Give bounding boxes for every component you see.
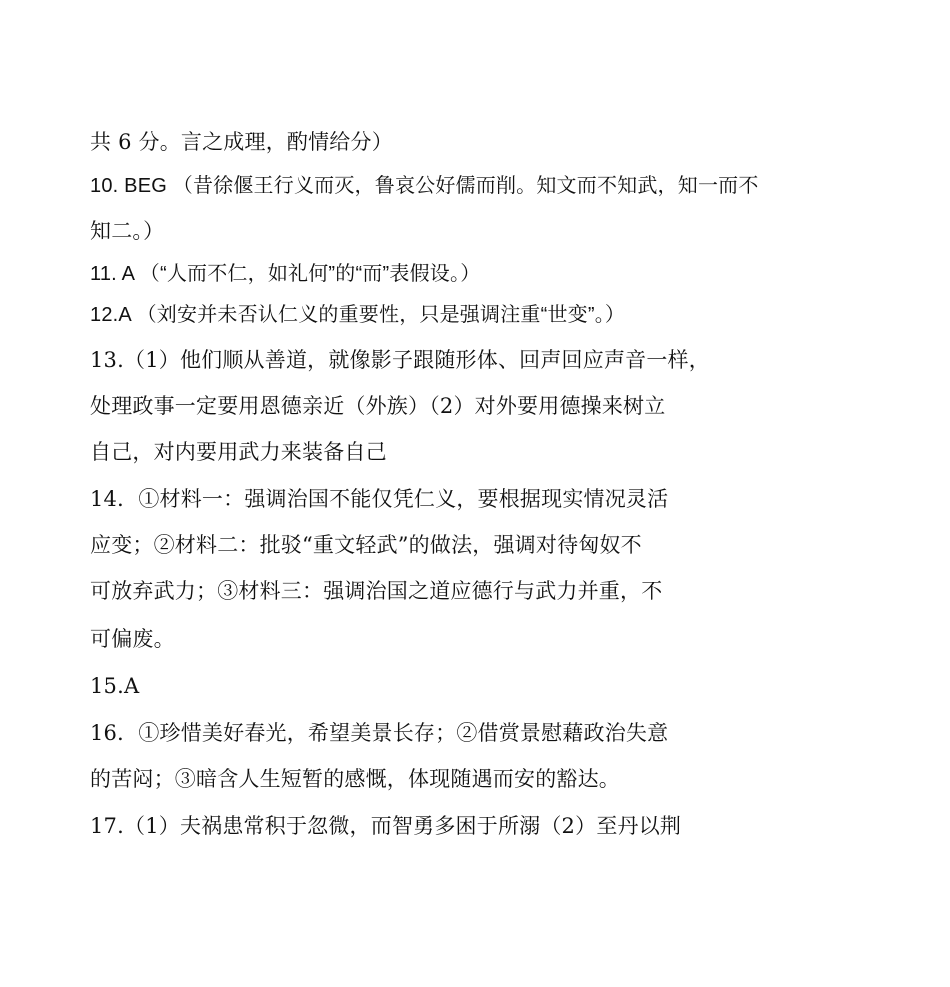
text-line-answer-14: 14．①材料一：强调治国不能仅凭仁义，要根据现实情况灵活 [90,487,669,511]
text-line-answer-10-cont: 知二。） [90,219,165,243]
text-line-answer-14-cont-1: 应变；②材料二：批驳“重文轻武”的做法，强调对待匈奴不 [90,533,642,557]
text-line-answer-13-cont-2: 自己，对内要用武力来装备自己 [90,440,387,464]
text-line-answer-14-cont-3: 可偏废。 [90,627,175,651]
text-line-answer-16-cont: 的苦闷；③暗含人生短暂的感慨，体现随遇而安的豁达。 [90,767,620,791]
text-line-answer-14-cont-2: 可放弃武力；③材料三：强调治国之道应德行与武力并重，不 [90,579,663,603]
text-line-answer-12: 12.A （刘安并未否认仁义的重要性，只是强调注重“世变”。） [90,304,626,326]
text-line-answer-13-cont-1: 处理政事一定要用恩德亲近（外族）（2）对外要用德操来树立 [90,394,666,418]
text-line-answer-15: 15.A [90,674,140,698]
text-line-answer-13: 13.（1）他们顺从善道，就像影子跟随形体、回声回应声音一样， [90,348,710,372]
text-line-score-note: 共 6 分。言之成理，酌情给分） [90,130,393,154]
text-line-answer-17: 17.（1）夫祸患常积于忽微，而智勇多困于所溺（2）至丹以荆 [90,814,682,838]
text-line-answer-11: 11. A （“人而不仁，如礼何”的“而”表假设。） [90,263,481,285]
text-line-answer-16: 16．①珍惜美好春光，希望美景长存；②借赏景慰藉政治失意 [90,721,669,745]
text-line-answer-10: 10. BEG （昔徐偃王行义而灭，鲁哀公好儒而削。知文而不知武，知一而不 [90,175,759,197]
